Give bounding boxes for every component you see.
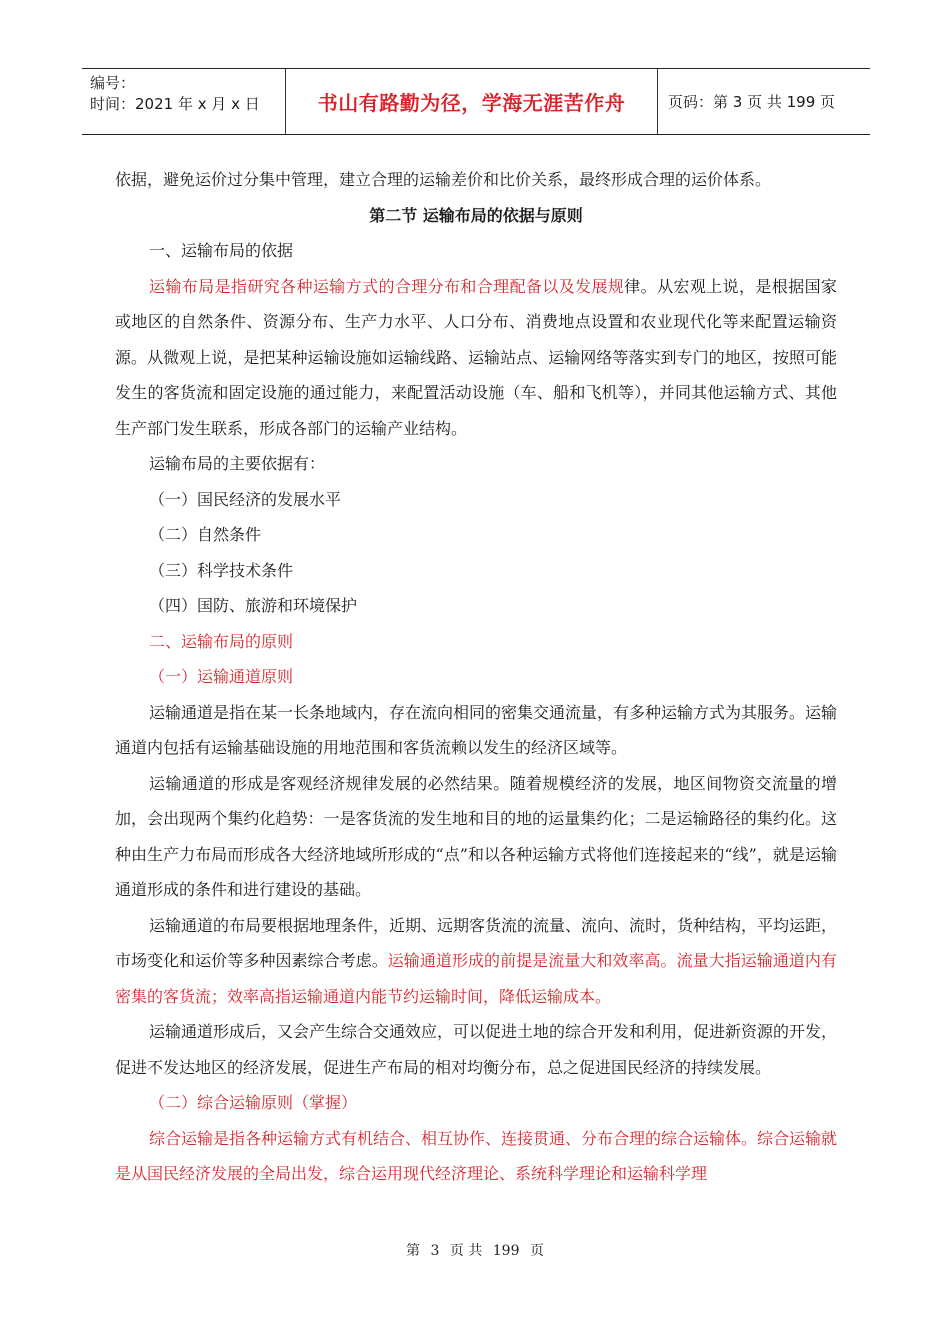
number-label: 编号：: [90, 74, 136, 92]
page-footer: [0, 1240, 950, 1260]
paragraph-6: [115, 908, 837, 1015]
footer-prefix: 第: [406, 1243, 421, 1259]
footer-suffix: 页: [529, 1243, 544, 1259]
header-page-info: 页码：第 3 页 共 199 页: [668, 93, 836, 111]
paragraph-3: 运输布局的主要依据有：: [149, 454, 326, 473]
paragraph-6-text: 运输通道的布局要根据地理条件，近期、远期客货流的流量、流向、流时，货种结构，平均运距，市场变化和运价等多种因素综合考虑。: [115, 915, 838, 970]
list-item-3: （三）科学技术条件: [149, 560, 294, 580]
list-item-4: （四）国防、旅游和环境保护: [149, 596, 358, 615]
list-item-1: （一）国民经济的发展水平: [149, 489, 342, 509]
document-body: [115, 162, 837, 1192]
page-header: [82, 68, 870, 135]
time-label: 时间：2021 年 x 月 x 日: [90, 95, 260, 113]
paragraph-6-highlight: 运输通道形成的前提是流量大和效率高。流量大指运输通道内有密集的客货流；效率高指运输通道内能节约运输时间，降低运输成本。: [115, 951, 837, 1006]
heading-basis: 一、运输布局的依据: [149, 241, 294, 260]
footer-page-number: 3: [430, 1243, 440, 1259]
heading-principles: 二、运输布局的原则: [149, 631, 294, 651]
subheading-corridor: （一）运输通道原则: [149, 667, 294, 686]
paragraph-2-highlight: 运输布局是指研究各种运输方式的合理分布和合理配备以及发展规: [149, 276, 625, 296]
section-title: 第二节 运输布局的依据与原则: [369, 205, 583, 225]
paragraph-5: 运输通道的形成是客观经济规律发展的必然结果。随着规模经济的发展，地区间物资交流量的增加，会出现两个集约化趋势：一是客货流的发生地和目的地的运量集约化；二是运输路径的集约化。这种由生产力布局而形成各大经济地域所形成的“点”和以各种运输方式将他们连接起来的“线”，就是运输通道形成的条件和进行建设的基础。: [115, 773, 837, 899]
paragraph-8: 综合运输是指各种运输方式有机结合、相互协作、连接贯通、分布合理的综合运输体。综合运输就是从国民经济发展的全局出发，综合运用现代经济理论、系统科学理论和运输科学理: [115, 1128, 838, 1183]
subheading-integrated: （二）综合运输原则（掌握）: [149, 1093, 358, 1112]
paragraph-4: 运输通道是指在某一长条地域内，存在流向相同的密集交通流量，有多种运输方式为其服务。运输通道内包括有运输基础设施的用地范围和客货流赖以发生的经济区域等。: [115, 702, 838, 757]
footer-mid: 页 共: [449, 1243, 483, 1259]
footer-total-pages: 199: [492, 1243, 520, 1259]
paragraph-2: [115, 269, 837, 447]
list-item-2: （二）自然条件: [149, 525, 262, 544]
paragraph-7: 运输通道形成后，又会产生综合交通效应，可以促进土地的综合开发和利用，促进新资源的开发，促进不发达地区的经济发展，促进生产布局的相对均衡分布，总之促进国民经济的持续发展。: [115, 1022, 838, 1077]
paragraph-1: 依据，避免运价过分集中管理，建立合理的运输差价和比价关系，最终形成合理的运价体系。: [115, 170, 772, 189]
paragraph-2-rest: 律。从宏观上说，是根据国家或地区的自然条件、资源分布、生产力水平、人口分布、消费地点设置和农业现代化等来配置运输资源。从微观上说，是把某种运输设施如运输线路、运输站点、运输网络等落实到专门的地区，按照可能发生的客货流和固定设施的通过能力，来配置活动设施（车、船和飞机等），并同其他运输方式、其他生产部门发生联系，形成各部门的运输产业结构。: [115, 276, 837, 438]
header-meta: [82, 69, 285, 134]
header-motto: 书山有路勤为径，学海无涯苦作舟: [285, 69, 658, 134]
